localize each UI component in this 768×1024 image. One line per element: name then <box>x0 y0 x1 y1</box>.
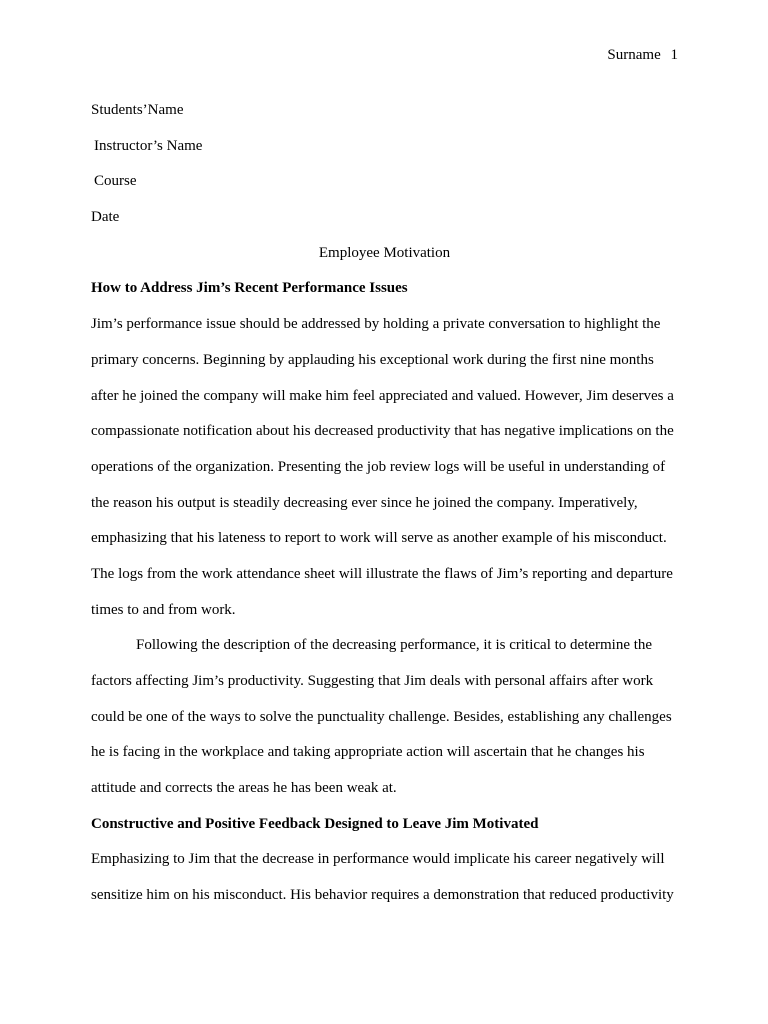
header-page-number: 1 <box>670 47 678 63</box>
date: Date <box>91 209 120 226</box>
paragraph-line: sensitize him on his misconduct. His behavior requires a demonstration that reduced productivity <box>91 887 674 904</box>
paragraph-line: emphasizing that his lateness to report to work will serve as another example of his misconduct. <box>91 530 667 547</box>
paragraph-line: operations of the organization. Presenting the job review logs will be useful in understanding of <box>91 458 666 475</box>
paragraph-line: the reason his output is steadily decreasing ever since he joined the company. Imperatively, <box>91 494 638 511</box>
section-heading-performance: How to Address Jim’s Recent Performance Issues <box>91 280 408 297</box>
paragraph-line: primary concerns. Beginning by applauding his exceptional work during the first nine months <box>91 351 654 368</box>
document-body <box>91 93 678 914</box>
running-header <box>607 47 678 64</box>
paragraph-line: factors affecting Jim’s productivity. Suggesting that Jim deals with personal affairs after work <box>91 673 654 689</box>
paragraph-line: Emphasizing to Jim that the decrease in performance would implicate his career negatively will <box>91 851 665 868</box>
paragraph-line: could be one of the ways to solve the punctuality challenge. Besides, establishing any challenges <box>91 708 672 725</box>
paragraph-line: he is facing in the workplace and taking appropriate action will ascertain that he changes his <box>91 744 645 761</box>
header-surname: Surname <box>607 47 661 63</box>
instructor-name: Instructor’s Name <box>94 137 203 154</box>
paragraph-line: attitude and corrects the areas he has been weak at. <box>91 780 397 797</box>
paragraph-line: Following the description of the decreasing performance, it is critical to determine the <box>136 637 653 654</box>
student-name: Students’Name <box>91 102 184 118</box>
paragraph-line: compassionate notification about his decreased productivity that has negative implications on the <box>91 423 674 440</box>
paragraph-line: Jim’s performance issue should be addressed by holding a private conversation to highlight the <box>91 316 661 333</box>
paragraph-line: times to and from work. <box>91 601 236 618</box>
paragraph-line: The logs from the work attendance sheet will illustrate the flaws of Jim’s reporting and departure <box>91 565 673 582</box>
paragraph-line: after he joined the company will make him feel appreciated and valued. However, Jim deserves a <box>91 387 674 404</box>
document-title: Employee Motivation <box>318 244 451 261</box>
section-heading-feedback: Constructive and Positive Feedback Designed to Leave Jim Motivated <box>91 815 539 832</box>
course-name: Course <box>94 173 137 190</box>
